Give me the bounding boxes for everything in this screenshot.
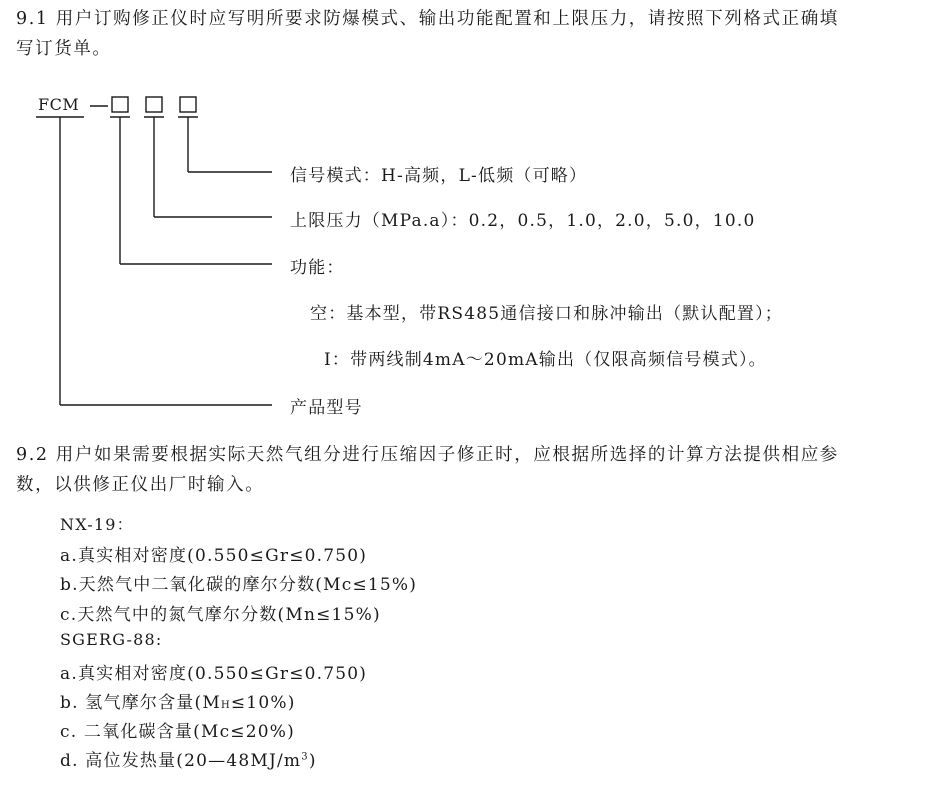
signal-box <box>180 97 196 112</box>
sgerg-item-d <box>60 746 317 771</box>
section-9-2-paragraph <box>16 440 926 500</box>
sgerg-item-b-suffix: ≤10%) <box>230 693 296 713</box>
function-i-text: I：带两线制4mA～20mA输出（仅限高频信号模式）。 <box>324 350 767 370</box>
sgerg-item-c: c. 二氧化碳含量(Mc≤20%) <box>60 722 295 742</box>
sgerg-item-b <box>60 688 296 713</box>
sgerg-item-b-prefix: b. 氢气摩尔含量(M <box>60 693 221 713</box>
product-model-text: 产品型号 <box>290 398 363 418</box>
pressure-box <box>146 97 162 112</box>
nx19-item-a: a.真实相对密度(0.550≤Gr≤0.750) <box>60 546 368 566</box>
section-9-1-line-2: 写订货单。 <box>16 39 112 59</box>
signal-mode-text: 信号模式：H-高频，L-低频（可略） <box>290 166 588 186</box>
pressure-limit-text: 上限压力（MPa.a）：0.2，0.5，1.0，2.0，5.0，10.0 <box>290 211 756 231</box>
sgerg-title: SGERG-88: <box>60 630 163 649</box>
section-9-2-line-1: 9.2 用户如果需要根据实际天然气组分进行压缩因子修正时，应根据所选择的计算方法提供相应参 <box>16 445 839 465</box>
function-empty-text: 空：基本型，带RS485通信接口和脉冲输出（默认配置）； <box>310 304 783 324</box>
function-label-text: 功能： <box>290 258 345 278</box>
model-code-text: FCM <box>38 95 80 114</box>
sgerg-item-d-prefix: d. 高位发热量(20—48MJ/m <box>60 751 302 771</box>
nx19-item-c: c.天然气中的氮气摩尔分数(Mn≤15%) <box>60 605 381 625</box>
section-9-2-line-2: 数，以供修正仪出厂时输入。 <box>16 475 265 495</box>
sgerg-item-a: a.真实相对密度(0.550≤Gr≤0.750) <box>60 664 368 684</box>
section-9-1-line-1: 9.1 用户订购修正仪时应写明所要求防爆模式、输出功能配置和上限压力，请按照下列格式正确填 <box>16 9 839 29</box>
sgerg-item-d-suffix: ) <box>308 751 317 771</box>
sgerg-item-d-superscript: 3 <box>301 751 309 763</box>
sgerg-item-b-subscript: H <box>220 700 231 711</box>
function-box <box>112 97 128 112</box>
nx19-item-b: b.天然气中二氧化碳的摩尔分数(Mc≤15%) <box>60 575 418 595</box>
nx19-title: NX-19： <box>60 515 134 534</box>
